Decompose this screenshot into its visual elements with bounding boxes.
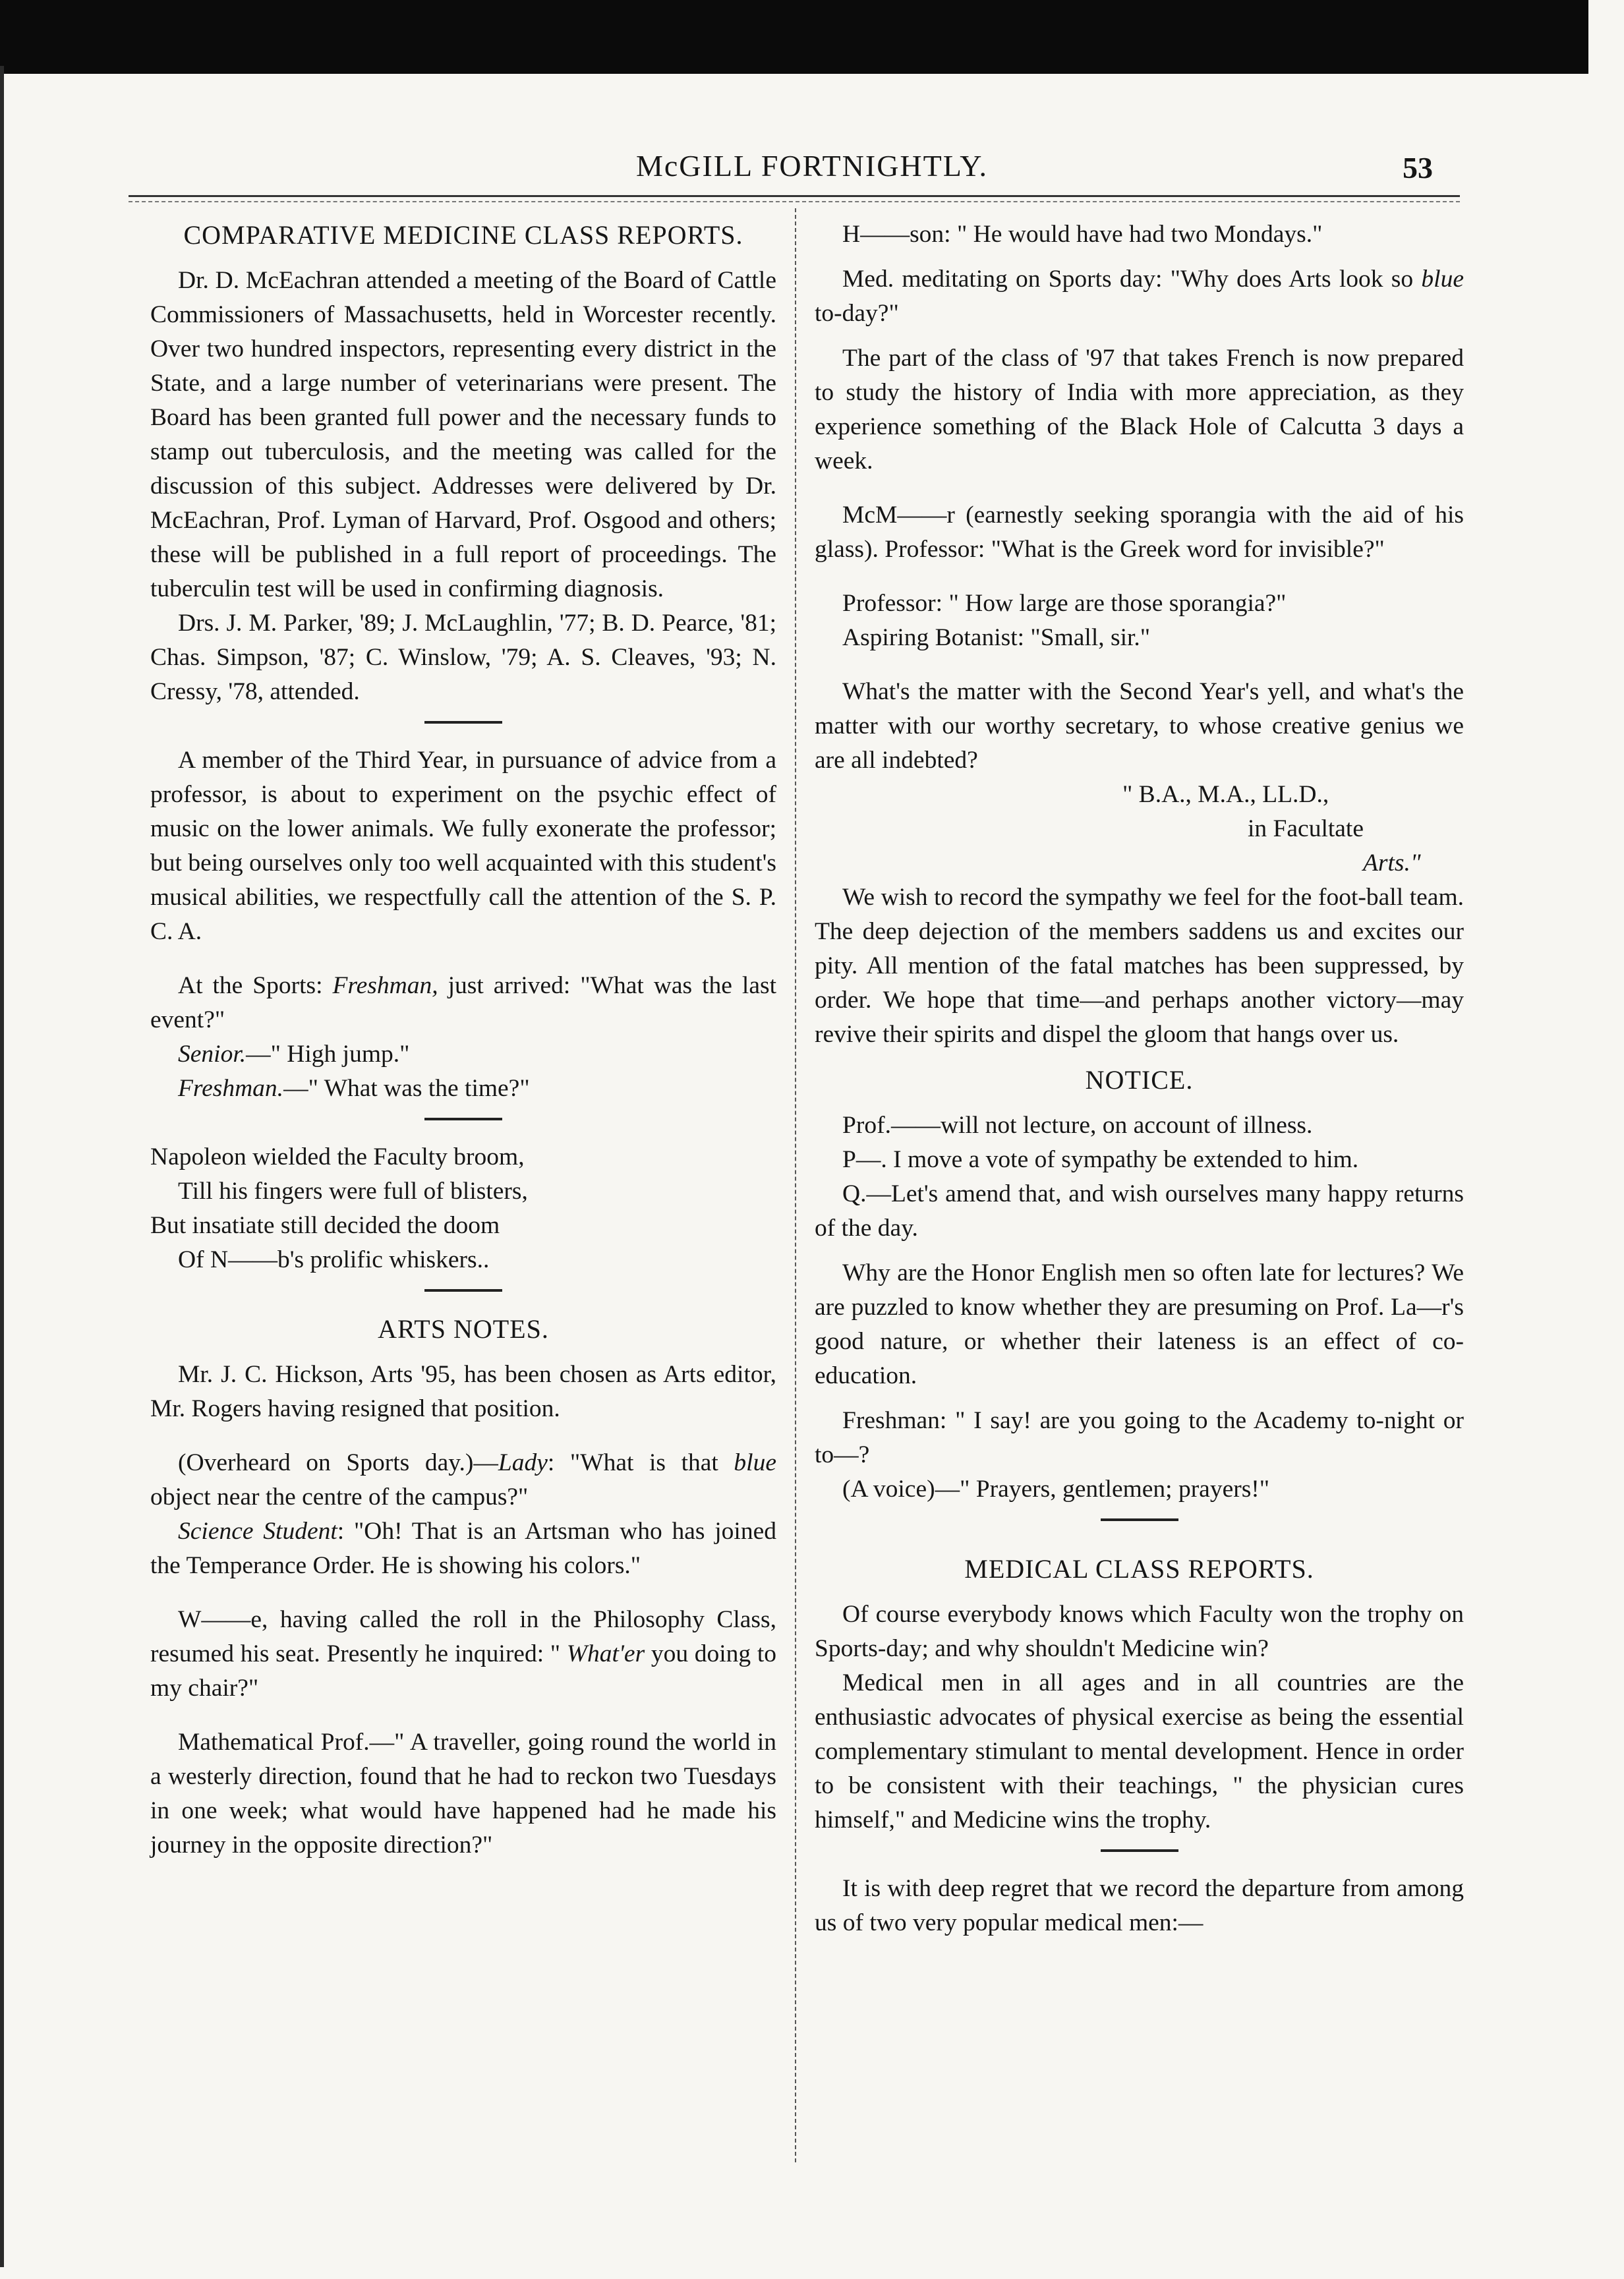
medical-class-reports-heading: MEDICAL CLASS REPORTS. [964,1554,1314,1584]
overheard-paragraph: (Overheard on Sports day.)—Lady: "What is that blue object near the centre of the campus?" [150,1449,776,1511]
section-rule [424,721,502,724]
med-meditating-paragraph: Med. meditating on Sports day: "Why does Arts look so blue to-day?" [815,266,1464,327]
sports-line-3: Freshman.—" What was the time?" [178,1075,530,1102]
mathematical-prof-paragraph: Mathematical Prof.—" A traveller, going round the world in a westerly direction, found that he had to reckon two Tuesdays in one week; what would have happened had he made his journey in the opposite direction?" [150,1729,776,1859]
sports-line-1: At the Sports: Freshman, just arrived: "What was the last event?" [150,972,776,1033]
notice-line-3: Q.—Let's amend that, and wish ourselves many happy returns of the day. [815,1180,1464,1242]
botanist-line: Aspiring Botanist: "Small, sir." [842,624,1151,651]
french-class-paragraph: The part of the class of '97 that takes French is now prepared to study the history of India with more appreciation, as they experience something of the Black Hole of Calcutta 3 days a week. [815,345,1464,475]
verse-line-4: Of N——b's prolific whiskers.. [178,1246,490,1273]
academy-paragraph: Freshman: " I say! are you going to the Academy to-night or to—? [815,1407,1464,1468]
notice-heading: NOTICE. [1085,1065,1194,1095]
third-year-paragraph: A member of the Third Year, in pursuance of advice from a professor, is about to experiment on the psychic effect of music on the lower animals. We fully exonerate the professor; but being ourselves only too well acquainted with this student's musical abilities, we respectfully call the attention of the S. P. C. A. [150,747,776,945]
philosophy-class-paragraph: W——e, having called the roll in the Philosophy Class, resumed his seat. Presently he inquired: " What'er you doing to my chair?" [150,1606,776,1702]
verse-line-3: But insatiate still decided the doom [150,1212,500,1239]
medical-exercise-paragraph: Medical men in all ages and in all countries are the enthusiastic advocates of physical exercise as being the essential complementary stimulant to mental development. Hence in order to be consistent with their teachings, " the physician cures himself," and Medicine wins the trophy. [815,1669,1464,1833]
sports-line-2: Senior.—" High jump." [178,1041,410,1068]
degree-line-2: in Facultate [1248,815,1364,842]
mondays-line: H——son: " He would have had two Mondays." [842,221,1323,248]
comparative-medicine-heading: COMPARATIVE MEDICINE CLASS REPORTS. [183,220,743,250]
header-rule-dashed [129,201,1460,202]
notice-line-2: P—. I move a vote of sympathy be extended to him. [842,1146,1359,1173]
left-column [150,217,776,1862]
section-rule [1101,1849,1178,1852]
prayers-line: (A voice)—" Prayers, gentlemen; prayers!" [842,1476,1270,1503]
section-rule [424,1289,502,1292]
second-year-yell-paragraph: What's the matter with the Second Year's yell, and what's the matter with our worthy secretary, to whose creative genius we are all indebted? [815,678,1464,774]
header-rule [129,195,1460,197]
professor-line: Professor: " How large are those sporangia?" [842,590,1287,617]
napoleon-verse [150,1140,776,1277]
sporangia-paragraph: McM——r (earnestly seeking sporangia with the aid of his glass). Professor: "What is the Greek word for invisible?" [815,502,1464,563]
football-paragraph: We wish to record the sympathy we feel for the foot-ball team. The deep dejection of the members saddens us and excites our pity. All mention of the fatal matches has been suppressed, by order. We hope that time—and perhaps another victory—may revive their spirits and dispel the gloom that hangs over us. [815,884,1464,1048]
page-header-title: McGILL FORTNIGHTLY. [635,149,989,183]
right-column [815,217,1464,1940]
section-rule [424,1118,502,1120]
comparative-medicine-paragraph: Dr. D. McEachran attended a meeting of the Board of Cattle Commissioners of Massachusetts, held in Worcester recently. Over two hundred inspectors, representing every district in the State, and a large number of veterinarians were present. The Board has been granted full power and the necessary funds to stamp out tuberculosis, and the meeting was called for the discussion of this subject. Addresses were delivered by Dr. McEachran, Prof. Lyman of Harvard, Prof. Osgood and others; these will be published in a full report of proceedings. The tuberculin test will be used in confirming diagnosis. [150,267,776,602]
verse-line-1: Napoleon wielded the Faculty broom, [150,1143,525,1170]
section-rule [1101,1518,1178,1521]
verse-line-2: Till his fingers were full of blisters, [178,1178,528,1205]
page-number: 53 [1403,151,1433,185]
attendees-paragraph: Drs. J. M. Parker, '89; J. McLaughlin, '77; B. D. Pearce, '81; Chas. Simpson, '87; C. Winslow, '79; A. S. Cleaves, '93; N. Cressy, '78, attended. [150,610,776,705]
degree-line-1: " B.A., M.A., LL.D., [1122,781,1329,808]
arts-editor-paragraph: Mr. J. C. Hickson, Arts '95, has been chosen as Arts editor, Mr. Rogers having resigned that position. [150,1361,776,1422]
notice-line-1: Prof.——will not lecture, on account of illness. [842,1112,1313,1139]
medical-trophy-paragraph: Of course everybody knows which Faculty won the trophy on Sports-day; and why shouldn't Medicine win? [815,1601,1464,1662]
arts-notes-heading: ARTS NOTES. [378,1314,549,1344]
column-divider [795,208,796,2162]
scan-top-bar [0,0,1588,74]
scan-left-edge [0,66,4,2267]
honor-english-paragraph: Why are the Honor English men so often late for lectures? We are puzzled to know whether they are presuming on Prof. La—r's good nature, or whether their lateness is an effect of co-education. [815,1259,1464,1389]
degree-line-3: Arts." [1363,850,1421,877]
departure-paragraph: It is with deep regret that we record the departure from among us of two very popular medical men:— [815,1875,1464,1936]
science-student-paragraph: Science Student: "Oh! That is an Artsman who has joined the Temperance Order. He is showing his colors." [150,1518,776,1579]
